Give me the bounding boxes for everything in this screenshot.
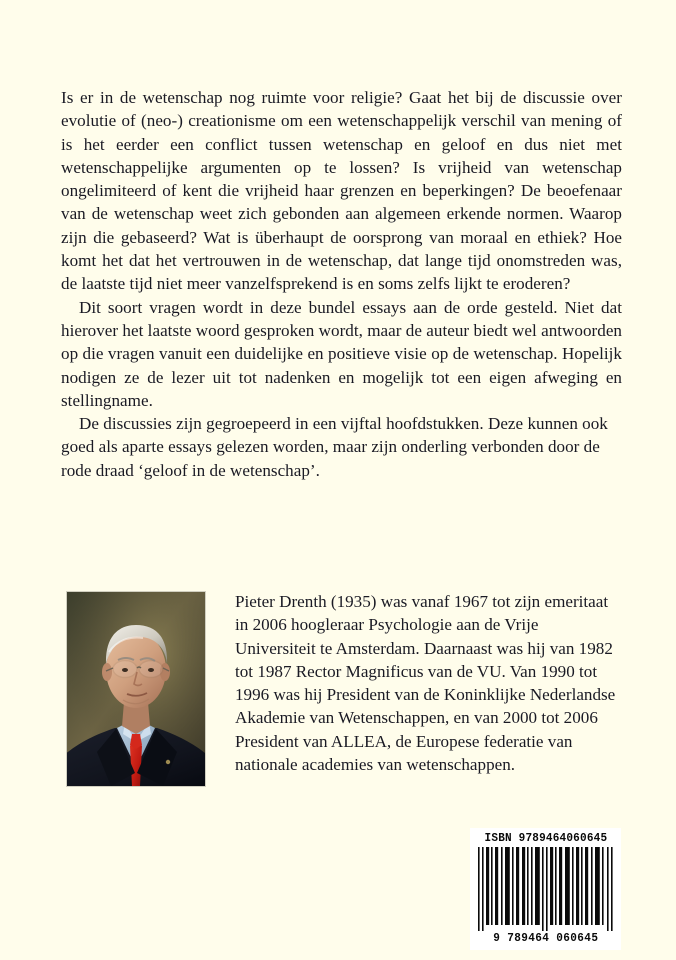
barcode-bars <box>476 847 615 931</box>
isbn-label: ISBN 9789464060645 <box>484 832 607 845</box>
blurb-paragraph-2: Dit soort vragen wordt in deze bundel essays aan de orde gesteld. Niet dat hierover het laatste woord gesproken wordt, maar de auteur biedt wel antwoorden op die vragen vanuit een duidelijke en positieve visie op de wetenschap. Hopelijk nodigen ze de lezer uit tot nadenken en mogelijk tot een eigen afweging en stellingname. <box>61 297 622 410</box>
author-portrait <box>67 592 205 786</box>
blurb-paragraph-1: Is er in de wetenschap nog ruimte voor religie? Gaat het bij de discussie over evolutie of (neo-) creationisme om een wetenschappelijk verschil van mening of is het eerder een conflict tussen wetenschap en geloof en dus niet met wetenschappelijke argumenten op te lossen? Is vrijheid van wetenschap ongelimiteerd of kent die vrijheid haar grenzen en beperkingen? De beoefenaar van de wetenschap weet zich gebonden aan algemeen erkende normen. Waarop zijn die gebaseerd? Wat is überhaupt de oorsprong van moraal en ethiek? Hoe komt het dat het vertrouwen in de wetenschap, dat lange tijd onomstreden was, de laatste tijd niet meer vanzelfsprekend is en soms zelfs lijkt te eroderen? <box>61 88 622 294</box>
blurb-paragraph-3: De discussies zijn gegroepeerd in een vijftal hoofdstukken. Deze kunnen ook goed als aparte essays gelezen worden, maar zijn onderling verbonden door de rode draad ‘geloof in de wetenschap’. <box>61 414 608 480</box>
author-bio-text: Pieter Drenth (1935) was vanaf 1967 tot zijn emeritaat in 2006 hoogleraar Psychologie aan de Vrije Universiteit te Amsterdam. Daarnaast was hij van 1982 tot 1987 Rector Magnificus van de VU. Van 1990 tot 1996 was hij President van de Koninklijke Nederlandse Akademie van Wetenschappen, en van 2000 tot 2006 President van ALLEA, de Europese federatie van nationale academies van wetenschappen. <box>235 592 616 775</box>
isbn-barcode <box>470 828 621 950</box>
barcode-digits: 9 789464 060645 <box>492 932 599 945</box>
author-portrait-illustration <box>67 592 205 786</box>
author-bio-block <box>235 590 623 776</box>
blurb-text-block <box>61 86 622 482</box>
